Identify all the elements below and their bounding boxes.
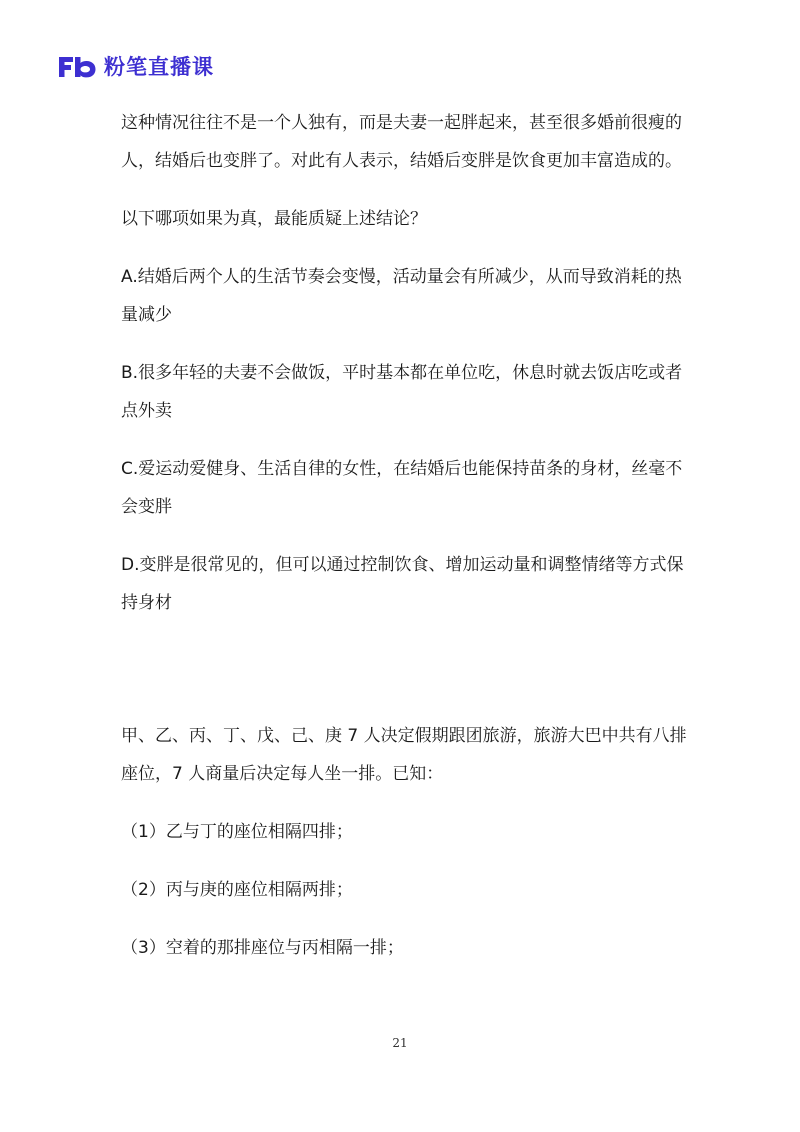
question-2-passage: 甲、乙、丙、丁、戊、己、庚 7 人决定假期跟团旅游，旅游大巴中共有八排座位，7 人商量后决定每人坐一排。已知： <box>121 726 687 784</box>
option-a: A.结婚后两个人的生活节奏会变慢，活动量会有所减少，从而导致消耗的热量减少 <box>121 267 682 325</box>
condition-3: （3）空着的那排座位与丙相隔一排； <box>121 938 404 958</box>
option-d: D.变胖是很常见的，但可以通过控制饮食、增加运动量和调整情绪等方式保持身材 <box>121 555 684 613</box>
question-1-prompt: 以下哪项如果为真，最能质疑上述结论？ <box>121 209 427 229</box>
brand-header <box>58 52 214 82</box>
question-1-passage: 这种情况往往不是一个人独有，而是夫妻一起胖起来，甚至很多婚前很瘦的人，结婚后也变胖了。对此有人表示，结婚后变胖是饮食更加丰富造成的。 <box>121 113 682 171</box>
brand-name: 粉笔直播课 <box>104 55 214 79</box>
document-body <box>121 104 691 967</box>
fb-logo-icon <box>58 55 98 79</box>
condition-2: （2）丙与庚的座位相隔两排； <box>121 880 353 900</box>
option-b: B.很多年轻的夫妻不会做饭，平时基本都在单位吃，休息时就去饭店吃或者点外卖 <box>121 363 683 421</box>
page-number: 21 <box>392 1036 408 1050</box>
option-c: C.爱运动爱健身、生活自律的女性，在结婚后也能保持苗条的身材，丝毫不会变胖 <box>121 459 683 517</box>
condition-1: （1）乙与丁的座位相隔四排； <box>121 822 353 842</box>
